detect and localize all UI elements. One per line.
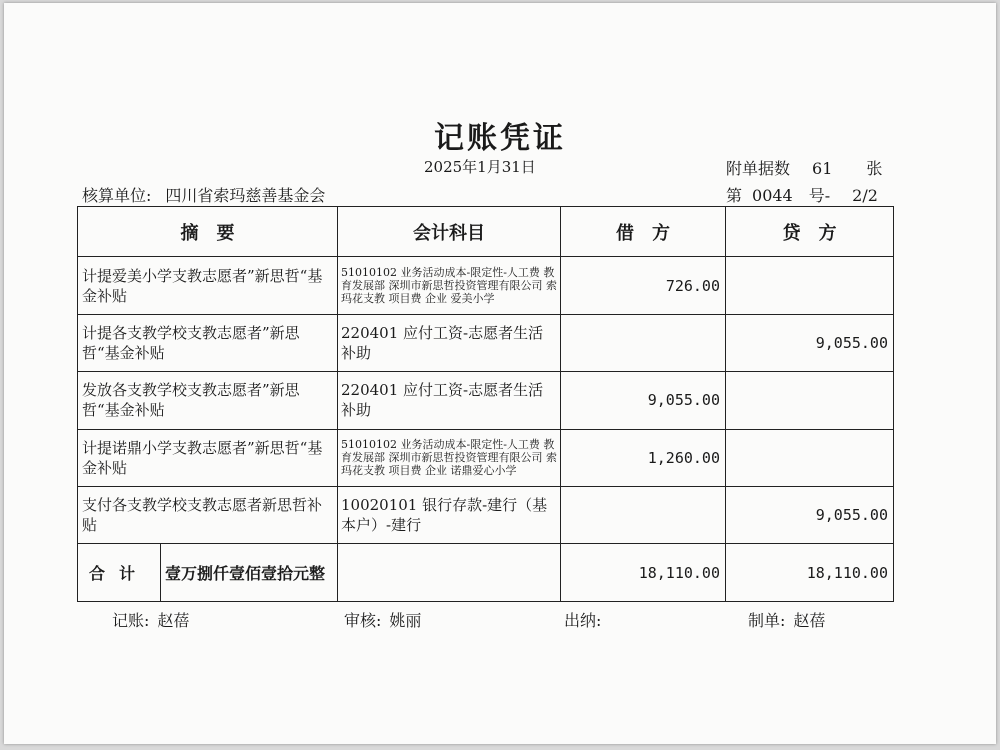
cashier-label: 出纳:: [564, 611, 602, 630]
total-cell: [78, 544, 338, 602]
row-credit: 9,055.00: [726, 487, 894, 544]
header-credit: 贷 方: [726, 207, 894, 257]
table-row: [78, 372, 894, 429]
table-row: [78, 314, 894, 371]
reviewer-signature: [344, 608, 421, 631]
ledger-table: [77, 206, 894, 602]
row-summary: 计提各支教学校支教志愿者”新思哲“基金补贴: [78, 314, 338, 371]
bookkeeper-name: 赵蓓: [157, 611, 190, 630]
header-account: 会计科目: [338, 207, 561, 257]
row-credit: [726, 372, 894, 429]
voucher-number: 0044: [752, 186, 793, 205]
total-amount-in-words: 壹万捌仟壹佰壹拾元整: [165, 564, 326, 584]
voucher-title: 记账凭证: [434, 121, 566, 156]
table-row: [78, 429, 894, 486]
voucher-page: 2/2: [852, 186, 878, 205]
row-debit: 1,260.00: [561, 429, 726, 486]
reviewer-name: 姚丽: [389, 611, 422, 630]
voucher-date: 2025年1月31日: [424, 158, 536, 176]
cashier-signature: [564, 608, 609, 631]
voucher-prefix: 第: [726, 186, 743, 205]
total-credit: 18,110.00: [726, 544, 894, 602]
voucher-suffix: 号-: [808, 186, 831, 205]
bookkeeper-signature: [112, 608, 189, 631]
row-summary: 计提诺鼎小学支教志愿者”新思哲“基金补贴: [78, 429, 338, 486]
row-summary: 支付各支教学校支教志愿者新思哲补贴: [78, 487, 338, 544]
row-account: 51010102 业务活动成本-限定性-人工费 教育发展部 深圳市新思哲投资管理有限公司 索玛花支教 项目费 企业 诺鼎爱心小学: [338, 429, 561, 486]
row-debit: 9,055.00: [561, 372, 726, 429]
row-credit: [726, 257, 894, 314]
header-debit: 借 方: [561, 207, 726, 257]
attachments-count: 61: [812, 159, 833, 178]
table-header-row: [78, 207, 894, 257]
total-debit: 18,110.00: [561, 544, 726, 602]
attachments-unit: 张: [866, 159, 883, 178]
attachments-label: 附单据数: [726, 159, 791, 178]
voucher-sheet: [4, 3, 996, 744]
reviewer-label: 审核:: [344, 611, 382, 630]
row-summary: 发放各支教学校支教志愿者”新思哲“基金补贴: [78, 372, 338, 429]
row-account: 51010102 业务活动成本-限定性-人工费 教育发展部 深圳市新思哲投资管理有限公司 索玛花支教 项目费 企业 爱美小学: [338, 257, 561, 314]
row-summary: 计提爱美小学支教志愿者”新思哲“基金补贴: [78, 257, 338, 314]
unit-name: 四川省索玛慈善基金会: [165, 186, 326, 205]
voucher-number-info: [726, 183, 878, 206]
total-row: [78, 544, 894, 602]
row-account: 10020101 银行存款-建行（基本户）-建行: [338, 487, 561, 544]
preparer-signature: [748, 608, 825, 631]
unit-label: 核算单位:: [82, 186, 152, 205]
row-credit: [726, 429, 894, 486]
accounting-unit: [82, 183, 325, 206]
table-row: [78, 487, 894, 544]
row-account: 220401 应付工资-志愿者生活补助: [338, 314, 561, 371]
bookkeeper-label: 记账:: [112, 611, 150, 630]
header-summary: 摘 要: [78, 207, 338, 257]
preparer-label: 制单:: [748, 611, 786, 630]
row-debit: [561, 487, 726, 544]
attachments-info: [726, 156, 882, 179]
row-credit: 9,055.00: [726, 314, 894, 371]
table-row: [78, 257, 894, 314]
total-account-blank: [338, 544, 561, 602]
total-label: 合计: [78, 544, 161, 601]
preparer-name: 赵蓓: [793, 611, 826, 630]
row-account: 220401 应付工资-志愿者生活补助: [338, 372, 561, 429]
row-debit: 726.00: [561, 257, 726, 314]
row-debit: [561, 314, 726, 371]
